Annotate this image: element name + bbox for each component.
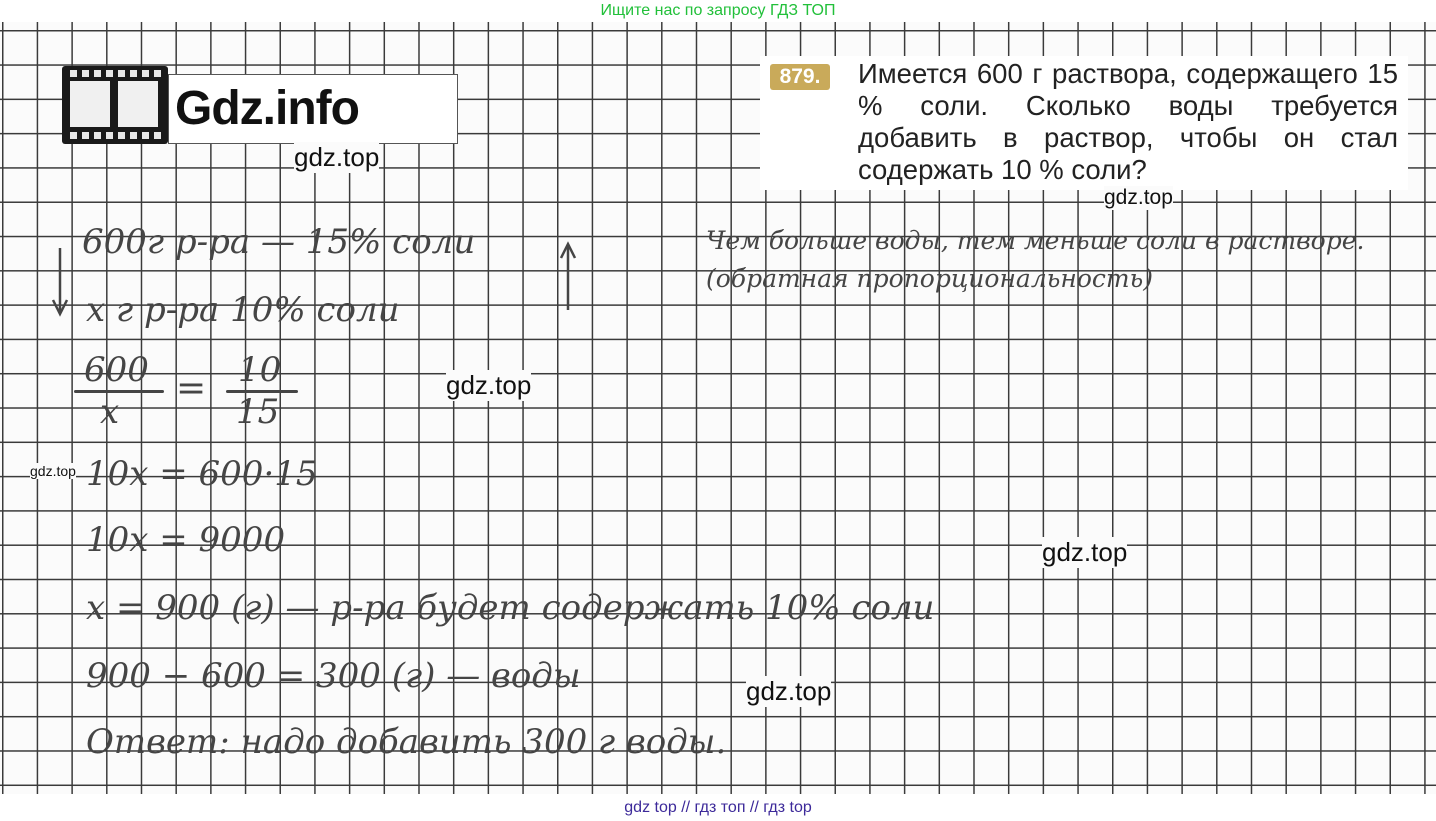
problem-statement — [760, 56, 1408, 190]
fraction-right-numerator: 10 — [238, 350, 282, 390]
equation-4: 900 − 600 = 300 (г) — воды — [86, 656, 581, 696]
bottom-banner[interactable]: gdz top // гдз топ // гдз top — [0, 794, 1436, 821]
logo-text: Gdz.info — [175, 82, 359, 135]
watermark: gdz.top — [1104, 186, 1173, 209]
film-strip-icon — [62, 66, 168, 144]
fraction-equals: = — [176, 368, 207, 409]
watermark: gdz.top — [30, 463, 76, 479]
equation-1: 10х = 600·15 — [86, 454, 318, 494]
watermark: gdz.top — [1042, 537, 1128, 567]
watermark: gdz.top — [294, 142, 380, 172]
equation-3: х = 900 (г) — р-ра будет содержать 10% соли — [86, 588, 935, 628]
fraction-left-denominator: х — [100, 392, 120, 432]
solution-line-2: х г р-ра 10% соли — [86, 290, 400, 330]
solution-line-1: 600г р-ра — 15% соли — [82, 222, 476, 262]
fraction-left-numerator: 600 — [84, 350, 149, 390]
watermark: gdz.top — [746, 676, 832, 706]
note-line-1: Чем больше воды, тем меньше соли в растворе. — [706, 226, 1365, 255]
watermark: gdz.top — [446, 370, 532, 400]
answer-line: Ответ: надо добавить 300 г воды. — [86, 722, 727, 762]
equation-2: 10х = 9000 — [86, 520, 286, 560]
top-banner[interactable]: Ищите нас по запросу ГДЗ ТОП — [0, 0, 1436, 22]
problem-text: Имеется 600 г раствора, содержащего 15 % соли. Сколько воды требуется добавить в раствор, чтобы он стал содержать 10 % соли? — [858, 58, 1398, 185]
problem-number: 879. — [770, 64, 830, 90]
arrow-up-icon — [558, 240, 578, 312]
note-line-2: (обратная пропорциональность) — [706, 264, 1153, 293]
fraction-right-denominator: 15 — [236, 392, 280, 432]
logo — [62, 66, 458, 144]
arrow-down-icon — [50, 246, 70, 318]
logo-box — [168, 74, 458, 144]
